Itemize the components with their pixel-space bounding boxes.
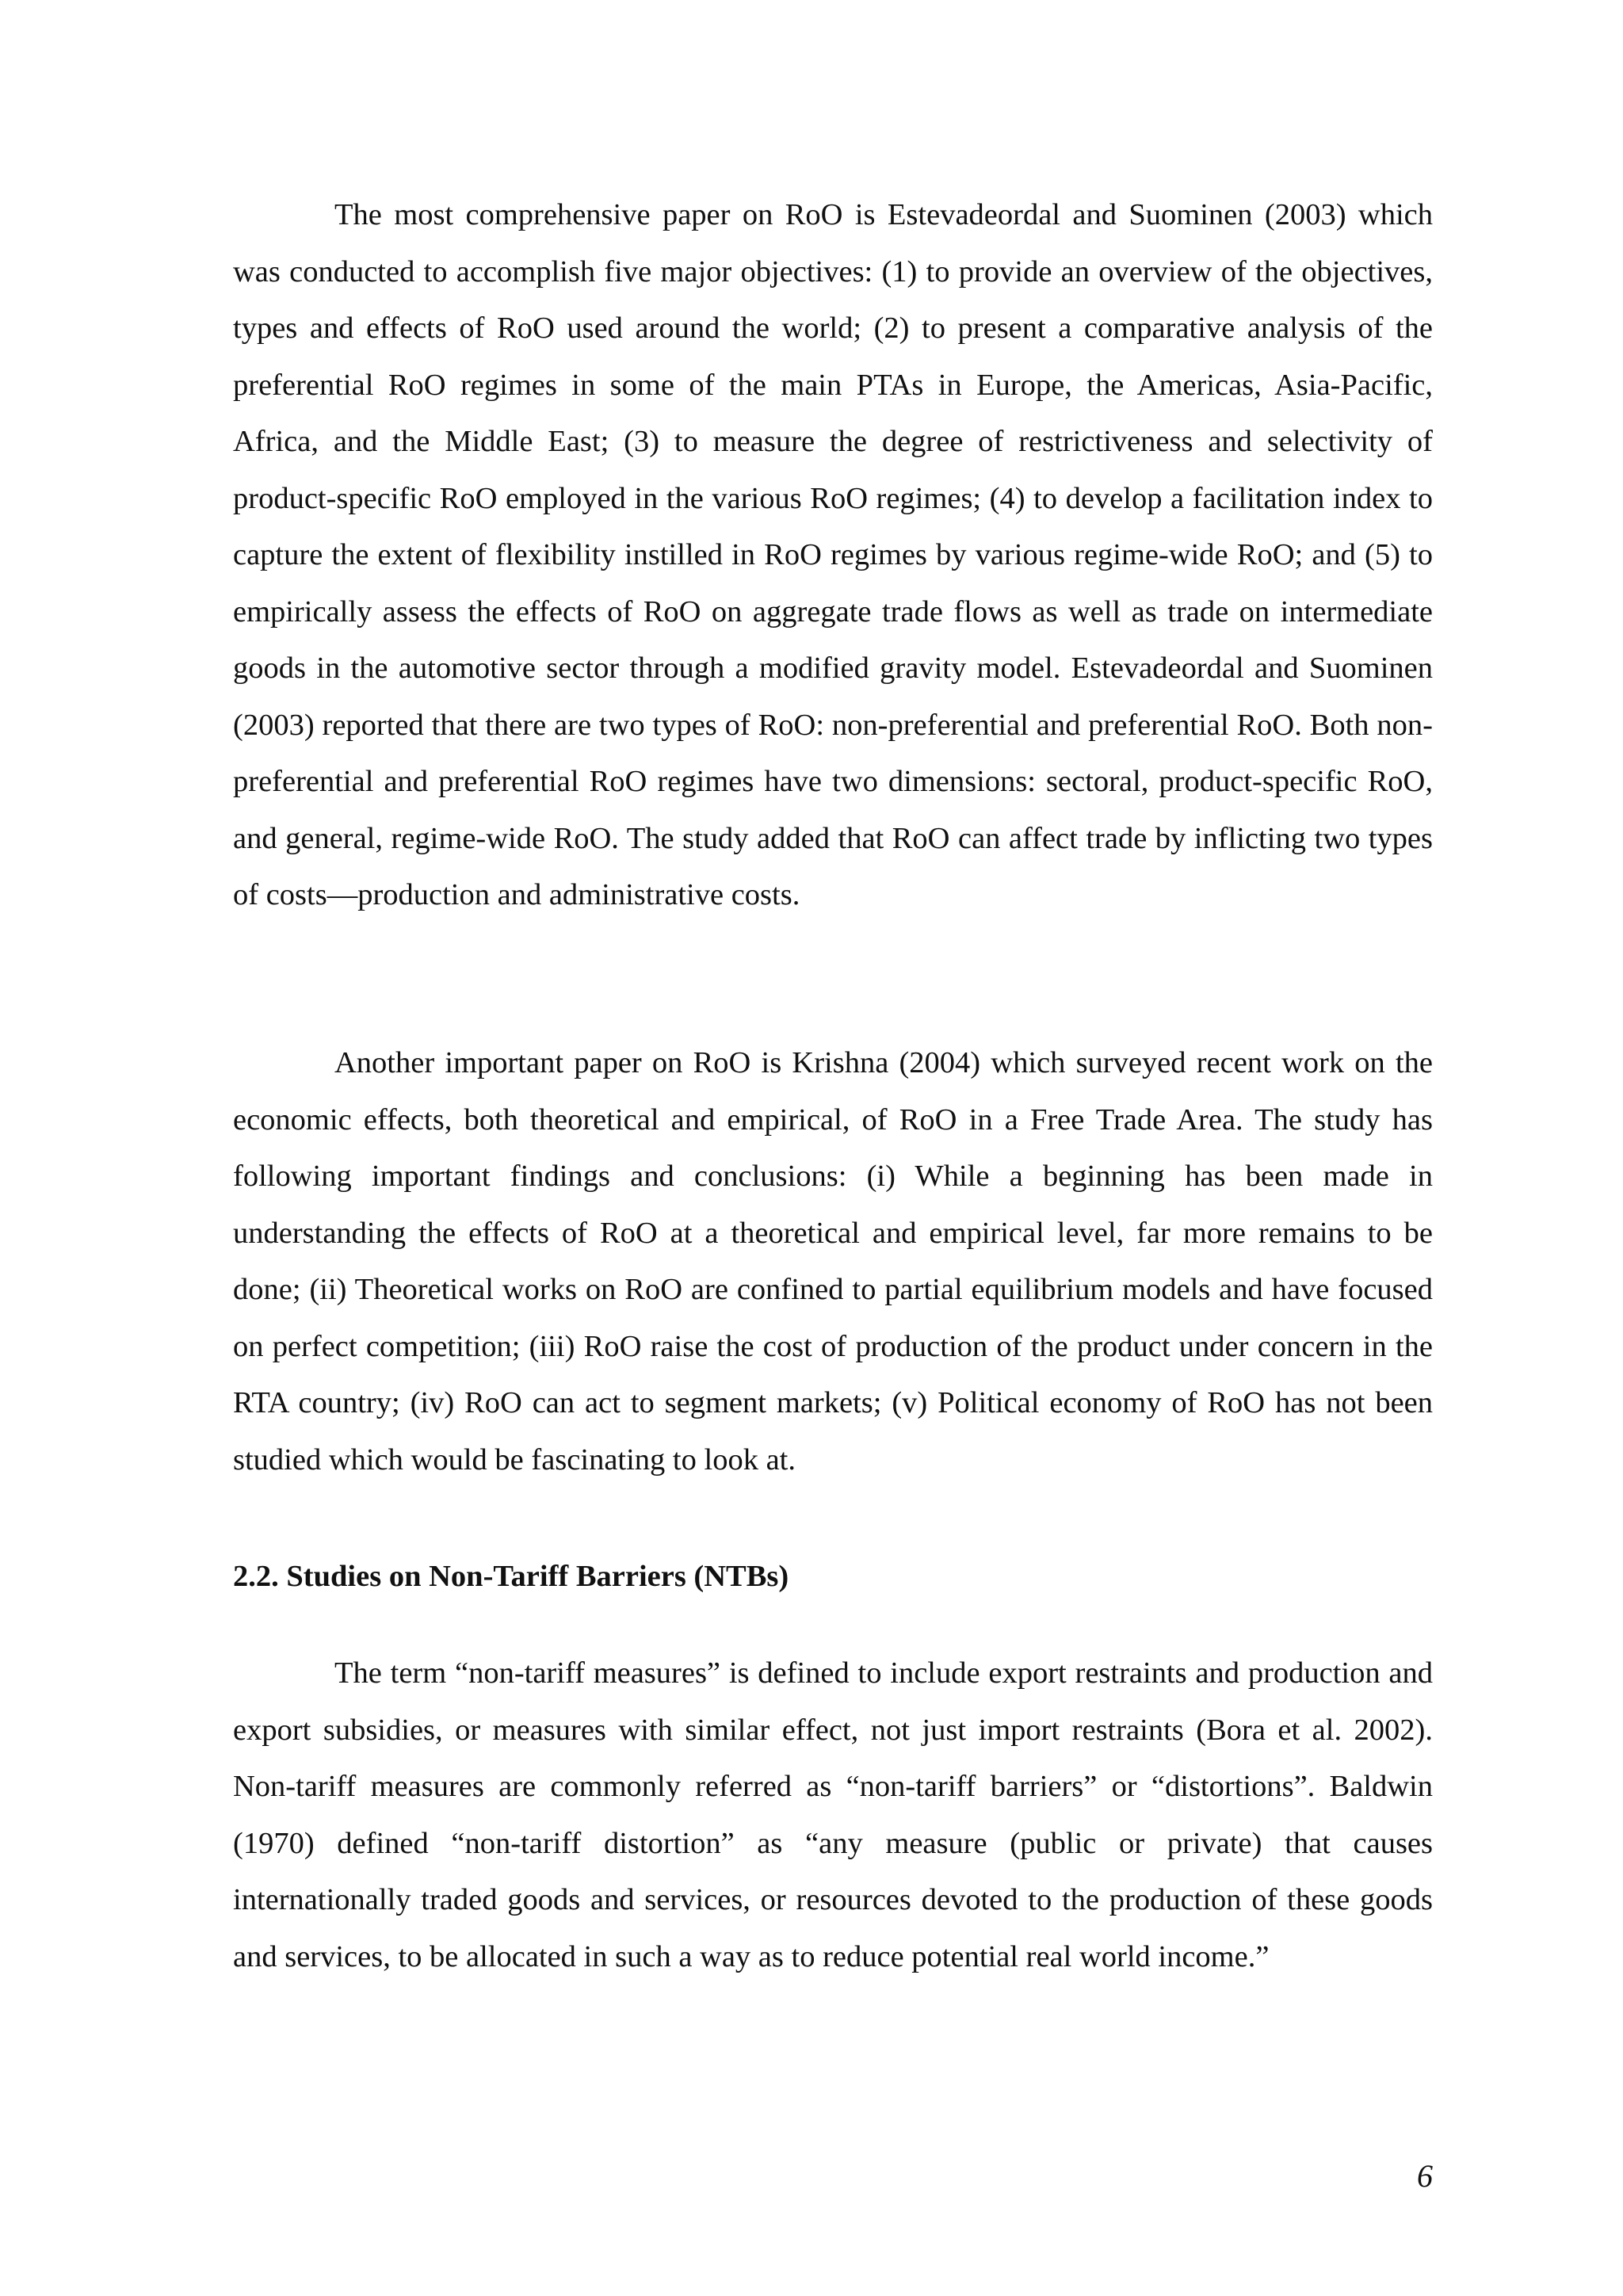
paragraph-estevadeordal-suominen: The most comprehensive paper on RoO is Estevadeordal and Suominen (2003) which was conducted to accomplish five major objectives: (1) to provide an overview of the objectives, types and effects of RoO used around the world; (2) to present a comparative analysis of the preferential RoO regimes in some of the main PTAs in Europe, the Americas, Asia-Pacific, Africa, and the Middle East; (3) to measure the degree of restrictiveness and selectivity of product-specific RoO employed in the various RoO regimes; (4) to develop a facilitation index to capture the extent of flexibility instilled in RoO regimes by various regime-wide RoO; and (5) to empirically assess the effects of RoO on aggregate trade flows as well as trade on intermediate goods in the automotive sector through a modified gravity model. Estevadeordal and Suominen (2003) reported that there are two types of RoO: non-preferential and preferential RoO. Both non-preferential and preferential RoO regimes have two dimensions: sectoral, product-specific RoO, and general, regime-wide RoO. The study added that RoO can affect trade by inflicting two types of costs—production and administrative costs.	[233, 198, 1433, 911]
page-number: 6	[1417, 2158, 1433, 2194]
paragraph-krishna: Another important paper on RoO is Krishna (2004) which surveyed recent work on the economic effects, both theoretical and empirical, of RoO in a Free Trade Area. The study has following important findings and conclusions: (i) While a beginning has been made in understanding the effects of RoO at a theoretical and empirical level, far more remains to be done; (ii) Theoretical works on RoO are confined to partial equilibrium models and have focused on perfect competition; (iii) RoO raise the cost of production of the product under concern in the RTA country; (iv) RoO can act to segment markets; (v) Political economy of RoO has not been studied which would be fascinating to look at.	[233, 1046, 1433, 1477]
section-heading-ntbs: 2.2. Studies on Non-Tariff Barriers (NTBs)	[233, 1560, 789, 1593]
paragraph-non-tariff-measures: The term “non-tariff measures” is defined to include export restraints and production and export subsidies, or measures with similar effect, not just import restraints (Bora et al. 2002). Non-tariff measures are commonly referred as “non-tariff barriers” or “distortions”. Baldwin (1970) defined “non-tariff distortion” as “any measure (public or private) that causes internationally traded goods and services, or resources devoted to the production of these goods and services, to be allocated in such a way as to reduce potential real world income.”	[233, 1656, 1433, 1973]
